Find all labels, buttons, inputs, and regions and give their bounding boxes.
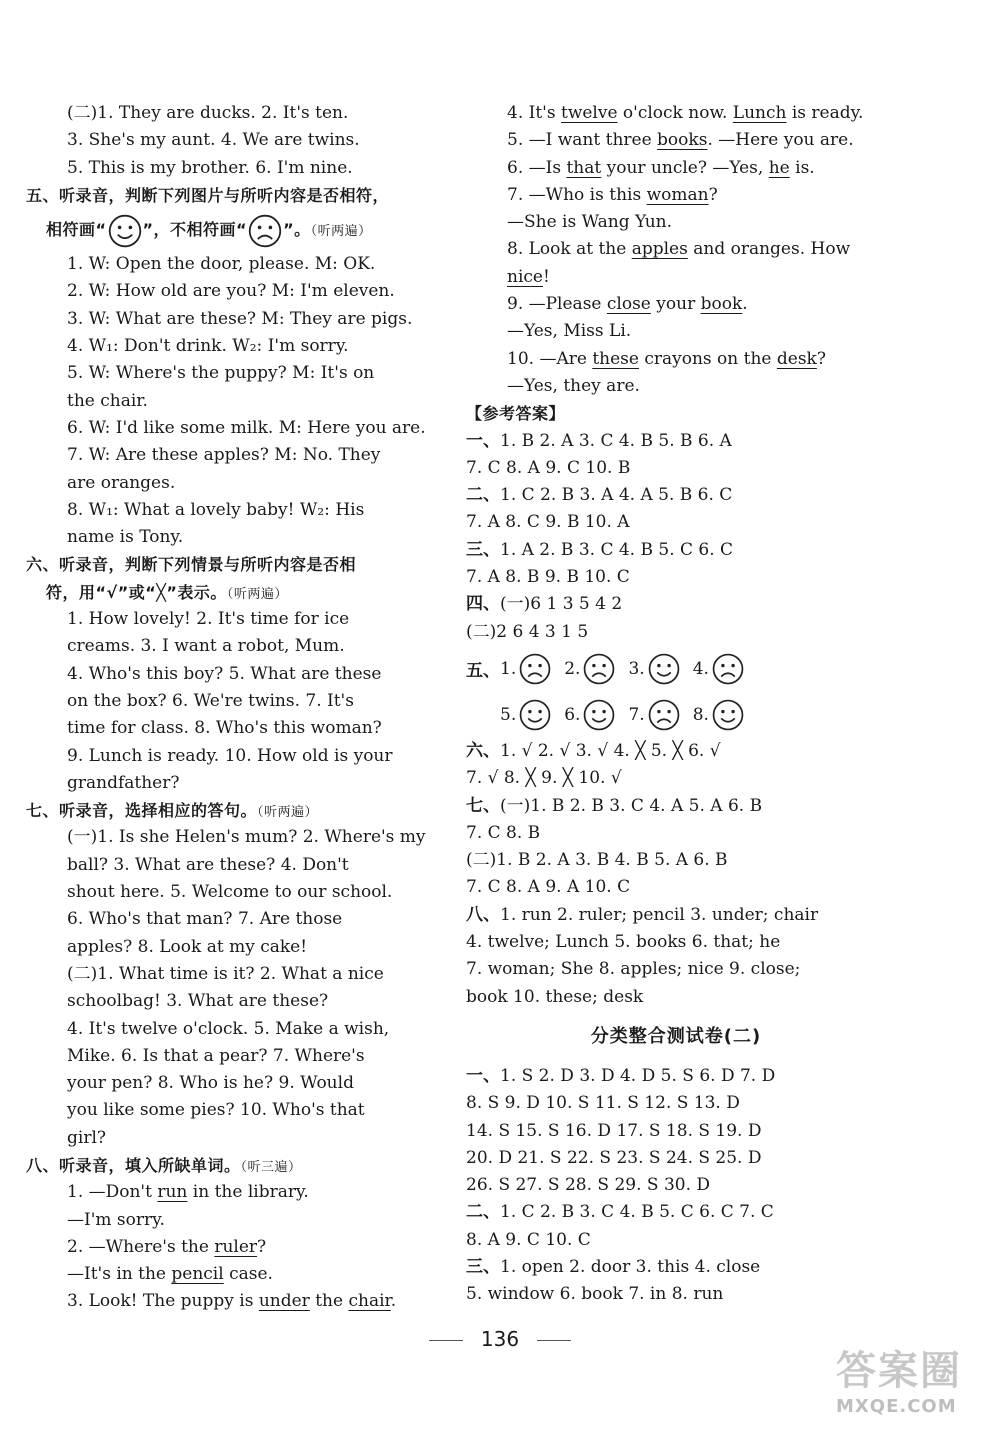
answer-row: book 10. these; desk: [466, 986, 644, 1007]
section-title: 分类整合测试卷(二): [590, 1025, 762, 1047]
text-line: ball? 3. What are these? 4. Don't: [67, 854, 349, 875]
text-line: —It's in the pencil case.: [67, 1264, 273, 1285]
answer-row: 七、(一)1. B 2. B 3. C 4. A 5. A 6. B: [466, 795, 763, 816]
fill-answer: close: [606, 294, 651, 315]
text-line: time for class. 8. Who's this woman?: [67, 718, 382, 739]
answer-row: 八、1. run 2. ruler; pencil 3. under; chair: [466, 904, 819, 925]
answer-row: 14. S 15. S 16. D 17. S 18. S 19. D: [466, 1120, 762, 1141]
text-line: 2. W: How old are you? M: I'm eleven.: [67, 281, 395, 302]
fill-answer: run: [157, 1182, 188, 1203]
text-line: 5. W: Where's the puppy? M: It's on: [67, 363, 375, 384]
answer-row: 7. A 8. C 9. B 10. A: [466, 512, 630, 533]
answer-row: 四、(一)6 1 3 5 4 2: [466, 594, 623, 615]
answers-heading: 【参考答案】: [466, 404, 566, 424]
answer-row: 一、1. S 2. D 3. D 4. D 5. S 6. D 7. D: [466, 1065, 776, 1086]
text-line: 10. —Are these crayons on the desk?: [507, 348, 826, 369]
answer-row: 8. A 9. C 10. C: [466, 1229, 591, 1250]
text-line: 1. How lovely! 2. It's time for ice: [67, 609, 350, 630]
answer-row: 26. S 27. S 28. S 29. S 30. D: [466, 1175, 711, 1196]
text-line: (二)1. They are ducks. 2. It's ten.: [67, 103, 349, 123]
answer-row: 三、1. A 2. B 3. C 4. B 5. C 6. C: [466, 539, 734, 560]
text-line: Mike. 6. Is that a pear? 7. Where's: [67, 1045, 365, 1066]
text-line: —Yes, they are.: [507, 375, 640, 396]
text-line: 3. Look! The puppy is under the chair.: [67, 1291, 397, 1312]
text-line: 1. —Don't run in the library.: [67, 1182, 309, 1203]
text-line: 7. —Who is this woman?: [507, 184, 718, 205]
section-heading-6: 六、听录音，判断下列情景与所听内容是否相: [26, 555, 357, 575]
answer-row: 二、1. C 2. B 3. C 4. B 5. C 6. C 7. C: [466, 1202, 774, 1223]
text-line: —She is Wang Yun.: [507, 212, 673, 233]
answer-row: 六、1. √ 2. √ 3. √ 4. ╳ 5. ╳ 6. √: [466, 740, 721, 761]
text-line: (一)1. Is she Helen's mum? 2. Where's my: [67, 827, 426, 848]
answer-row: 7. woman; She 8. apples; nice 9. close;: [466, 959, 801, 980]
smiley-face-icon: [518, 698, 552, 732]
text-line: girl?: [67, 1127, 106, 1148]
text-line: 5. —I want three books. —Here you are.: [507, 130, 854, 151]
fill-answer: apples: [631, 239, 688, 260]
text-line: your pen? 8. Who is he? 9. Would: [67, 1073, 354, 1094]
section-heading-6-cont: 符，用“√”或“╳”表示。（听两遍）: [46, 582, 288, 602]
answer-row: 7. √ 8. ╳ 9. ╳ 10. √: [466, 768, 622, 789]
answer-row: 7. C 8. A 9. C 10. B: [466, 457, 631, 478]
fill-answer: desk: [776, 348, 817, 369]
text-line: (二)1. What time is it? 2. What a nice: [67, 963, 384, 984]
text-line: 5. This is my brother. 6. I'm nine.: [67, 157, 353, 178]
left-column: [26, 100, 446, 1316]
fill-answer: nice: [507, 266, 543, 287]
text-line: 8. Look at the apples and oranges. How: [507, 239, 851, 260]
answer-row: 7. C 8. B: [466, 822, 541, 843]
answer-row: 7. C 8. A 9. A 10. C: [466, 877, 631, 898]
answer-row: 20. D 21. S 22. S 23. S 24. S 25. D: [466, 1147, 762, 1168]
answer-row: (二)1. B 2. A 3. B 4. B 5. A 6. B: [466, 850, 728, 871]
text-line: —Yes, Miss Li.: [507, 321, 632, 342]
text-line: 8. W₁: What a lovely baby! W₂: His: [67, 499, 365, 520]
smiley-face-icon: [647, 652, 681, 686]
answer-row: 三、1. open 2. door 3. this 4. close: [466, 1256, 761, 1277]
fill-answer: ruler: [214, 1236, 258, 1257]
text-line: shout here. 5. Welcome to our school.: [67, 882, 393, 903]
answer-row: 7. A 8. B 9. B 10. C: [466, 567, 630, 588]
sad-face-icon: [647, 698, 681, 732]
text-line: 6. —Is that your uncle? —Yes, he is.: [507, 157, 815, 178]
text-line: 1. W: Open the door, please. M: OK.: [67, 254, 376, 275]
fill-answer: these: [592, 348, 639, 369]
text-line: 3. She's my aunt. 4. We are twins.: [67, 130, 360, 151]
answer-row: 4. twelve; Lunch 5. books 6. that; he: [466, 932, 781, 953]
fill-answer: that: [566, 157, 602, 178]
text-line: 4. It's twelve o'clock. 5. Make a wish,: [67, 1018, 390, 1039]
sad-face-icon: [582, 652, 616, 686]
text-line: you like some pies? 10. Who's that: [67, 1100, 365, 1121]
text-line: grandfather?: [67, 772, 180, 793]
text-line: are oranges.: [67, 472, 176, 493]
text-line: nice!: [507, 266, 550, 287]
answer-row: (二)2 6 4 3 1 5: [466, 621, 589, 642]
right-column: [466, 100, 886, 1309]
text-line: 2. —Where's the ruler?: [67, 1236, 267, 1257]
answer-row: 一、1. B 2. A 3. C 4. B 5. B 6. A: [466, 430, 732, 451]
text-line: —I'm sorry.: [67, 1209, 165, 1230]
page-number: 136: [0, 1327, 1000, 1351]
text-line: 4. W₁: Don't drink. W₂: I'm sorry.: [67, 336, 349, 357]
sad-face-icon: [518, 652, 552, 686]
fill-answer: chair: [348, 1291, 391, 1312]
text-line: the chair.: [67, 390, 148, 411]
answer-row-faces: 5. 6. 7. 8.: [466, 692, 886, 738]
section-heading-7: 七、听录音，选择相应的答句。（听两遍）: [26, 801, 319, 821]
text-line: 6. W: I'd like some milk. M: Here you are.: [67, 417, 426, 438]
answer-row-faces: 五、 1. 2. 3. 4.: [466, 646, 886, 692]
section-heading-8: 八、听录音，填入所缺单词。（听三遍）: [26, 1155, 302, 1175]
answer-row: 二、1. C 2. B 3. A 4. A 5. B 6. C: [466, 485, 733, 506]
text-line: 4. Who's this boy? 5. What are these: [67, 663, 382, 684]
smiley-face-icon: [711, 698, 745, 732]
sad-face-icon: [711, 652, 745, 686]
answer-row: 5. window 6. book 7. in 8. run: [466, 1284, 724, 1305]
text-line: 9. —Please close your book.: [507, 294, 748, 315]
fill-answer: pencil: [171, 1264, 224, 1285]
text-line: creams. 3. I want a robot, Mum.: [67, 636, 345, 657]
answer-row: 8. S 9. D 10. S 11. S 12. S 13. D: [466, 1093, 740, 1114]
sad-face-icon: [247, 213, 283, 249]
text-line: 7. W: Are these apples? M: No. They: [67, 445, 381, 466]
text-line: 4. It's twelve o'clock now. Lunch is ready.: [507, 103, 864, 123]
text-line: apples? 8. Look at my cake!: [67, 936, 308, 957]
fill-answer: book: [700, 294, 743, 315]
fill-answer: books: [657, 130, 708, 151]
text-line: name is Tony.: [67, 527, 184, 548]
text-line: schoolbag! 3. What are these?: [67, 991, 329, 1012]
fill-answer: twelve: [560, 103, 618, 123]
watermark-logo: 答案圈 MXQE.COM: [836, 1348, 962, 1417]
fill-answer: under: [258, 1291, 310, 1312]
section-heading-5: 五、听录音，判断下列图片与所听内容是否相符，: [26, 185, 390, 205]
fill-answer: Lunch: [732, 103, 787, 123]
fill-answer: he: [768, 157, 790, 178]
fill-answer: woman: [646, 184, 709, 205]
smiley-face-icon: [107, 213, 143, 249]
text-line: on the box? 6. We're twins. 7. It's: [67, 690, 354, 711]
text-line: 6. Who's that man? 7. Are those: [67, 909, 343, 930]
smiley-face-icon: [582, 698, 616, 732]
text-line: 9. Lunch is ready. 10. How old is your: [67, 745, 393, 766]
section-heading-5-cont: 相符画“ ”，不相符画“ ”。（听两遍）: [26, 209, 446, 251]
text-line: 3. W: What are these? M: They are pigs.: [67, 308, 413, 329]
